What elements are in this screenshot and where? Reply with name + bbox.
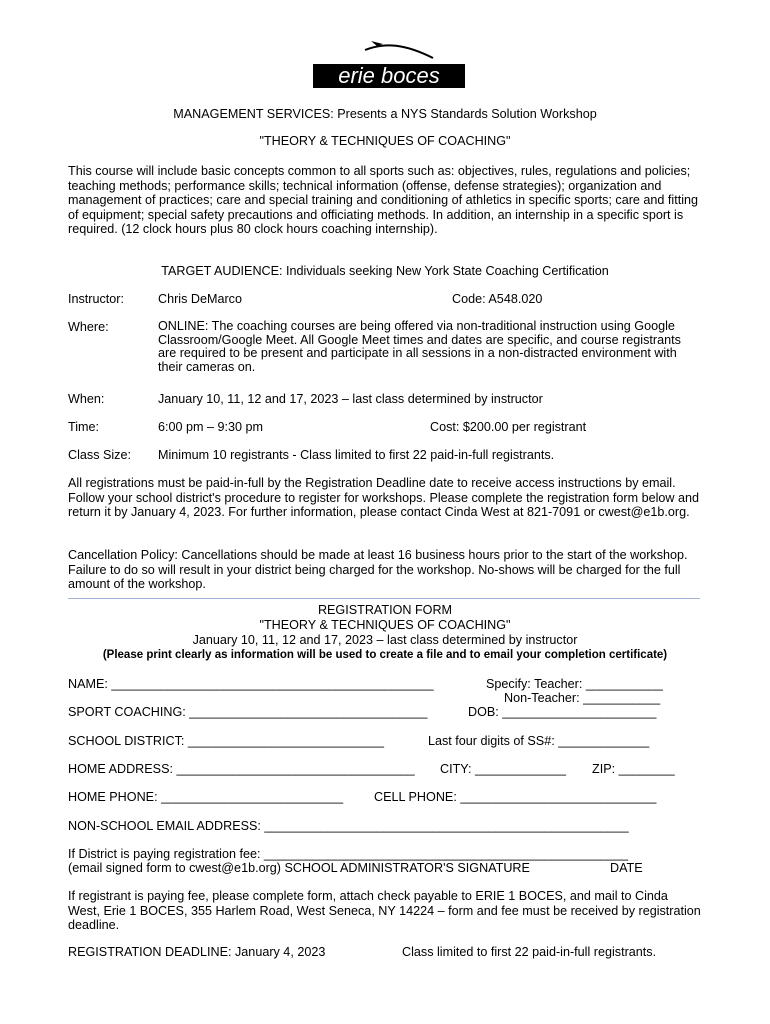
- when-value: January 10, 11, 12 and 17, 2023 – last class determined by instructor: [158, 392, 543, 406]
- class-size-value: Minimum 10 registrants - Class limited to first 22 paid-in-full registrants.: [158, 448, 555, 462]
- logo-text: erie boces: [338, 63, 440, 88]
- specify-teacher-field[interactable]: Specify: Teacher: ___________: [486, 677, 663, 691]
- time-row: [68, 420, 708, 436]
- course-code: Code: A548.020: [452, 292, 543, 306]
- city-field[interactable]: CITY: _____________: [440, 762, 567, 776]
- header-line-1: MANAGEMENT SERVICES: Presents a NYS Standards Solution Workshop: [173, 107, 597, 121]
- home-address-field[interactable]: HOME ADDRESS: __________________________________: [68, 762, 415, 776]
- non-teacher-field[interactable]: Non-Teacher: ___________: [504, 691, 661, 705]
- date-label: DATE: [610, 861, 643, 875]
- class-size-label: Class Size:: [68, 448, 131, 462]
- time-label: Time:: [68, 420, 100, 434]
- zip-field[interactable]: ZIP: ________: [592, 762, 675, 776]
- registration-deadline: REGISTRATION DEADLINE: January 4, 2023: [68, 945, 326, 959]
- home-phone-field[interactable]: HOME PHONE: __________________________: [68, 790, 344, 804]
- form-title: REGISTRATION FORM: [317, 603, 453, 617]
- cell-phone-field[interactable]: CELL PHONE: ____________________________: [374, 790, 657, 804]
- section-divider: [68, 598, 700, 599]
- form-note: (Please print clearly as information will be used to create a file and to email your completion certificate): [102, 649, 668, 661]
- cancellation-policy: Cancellation Policy: Cancellations should be made at least 16 business hours prior to the start of the workshop. Failure to do so will result in your district being charged for the workshop. No-shows will be charged for the full amount of the workshop.: [68, 548, 688, 591]
- dob-field[interactable]: DOB: ______________________: [468, 705, 657, 719]
- cost: Cost: $200.00 per registrant: [430, 420, 587, 434]
- where-row: [68, 320, 708, 376]
- when-row: [68, 392, 708, 408]
- header-line-2: "THEORY & TECHNIQUES OF COACHING": [259, 134, 511, 148]
- target-audience: TARGET AUDIENCE: Individuals seeking New York State Coaching Certification: [161, 264, 609, 278]
- instructor-label: Instructor:: [68, 292, 124, 306]
- sport-coaching-field[interactable]: SPORT COACHING: __________________________________: [68, 705, 428, 719]
- email-field[interactable]: NON-SCHOOL EMAIL ADDRESS: ____________________________________________________: [68, 819, 629, 833]
- district-fee-field[interactable]: If District is paying registration fee: ____________________________________________________: [68, 847, 629, 861]
- class-limit-note: Class limited to first 22 paid-in-full registrants.: [402, 945, 657, 959]
- registration-info: All registrations must be paid-in-full by the Registration Deadline date to receive access instructions by email. Follow your school district's procedure to register for workshops. Please complete the registration form below and return it by January 4, 2023. For further information, please contact Cinda West at 821-7091 or cwest@e1b.org.: [68, 476, 699, 519]
- name-field[interactable]: NAME: ______________________________________________: [68, 677, 434, 691]
- erie-boces-logo: [305, 40, 470, 92]
- class-size-row: [68, 448, 708, 464]
- time-value: 6:00 pm – 9:30 pm: [158, 420, 264, 434]
- when-label: When:: [68, 392, 105, 406]
- form-subtitle: "THEORY & TECHNIQUES OF COACHING": [259, 618, 511, 632]
- instructor-value: Chris DeMarco: [158, 292, 242, 306]
- ssn-field[interactable]: Last four digits of SS#: _____________: [428, 734, 650, 748]
- course-description: This course will include basic concepts common to all sports such as: objectives, rules, regulations and policies; teaching methods; performance skills; technical information (offense, defense strategies); organization and management of practices; care and special training and conditioning of athletics in specific sports; care and fitting of equipment; special safety precautions and officiating methods. In addition, an internship in a specific sport is required. (12 clock hours plus 80 clock hours coaching internship).: [68, 164, 699, 236]
- school-district-field[interactable]: SCHOOL DISTRICT: ____________________________: [68, 734, 384, 748]
- where-label: Where:: [68, 320, 109, 334]
- where-value: ONLINE: The coaching courses are being offered via non-traditional instruction using Google Classroom/Google Meet. All Google Meet times and dates are specific, and course registrants are required to be present and participate in all sessions in a non-distracted environment with their cameras on.: [158, 319, 681, 374]
- registrant-fee-info: If registrant is paying fee, please complete form, attach check payable to ERIE 1 BOCES, and mail to Cinda West, Erie 1 BOCES, 355 Harlem Road, West Seneca, NY 14224 – form and fee must be received by registration deadline.: [68, 889, 701, 932]
- signature-note: (email signed form to cwest@e1b.org) SCHOOL ADMINISTRATOR'S SIGNATURE: [68, 861, 530, 875]
- form-dates: January 10, 11, 12 and 17, 2023 – last class determined by instructor: [192, 633, 578, 647]
- instructor-row: [68, 292, 708, 308]
